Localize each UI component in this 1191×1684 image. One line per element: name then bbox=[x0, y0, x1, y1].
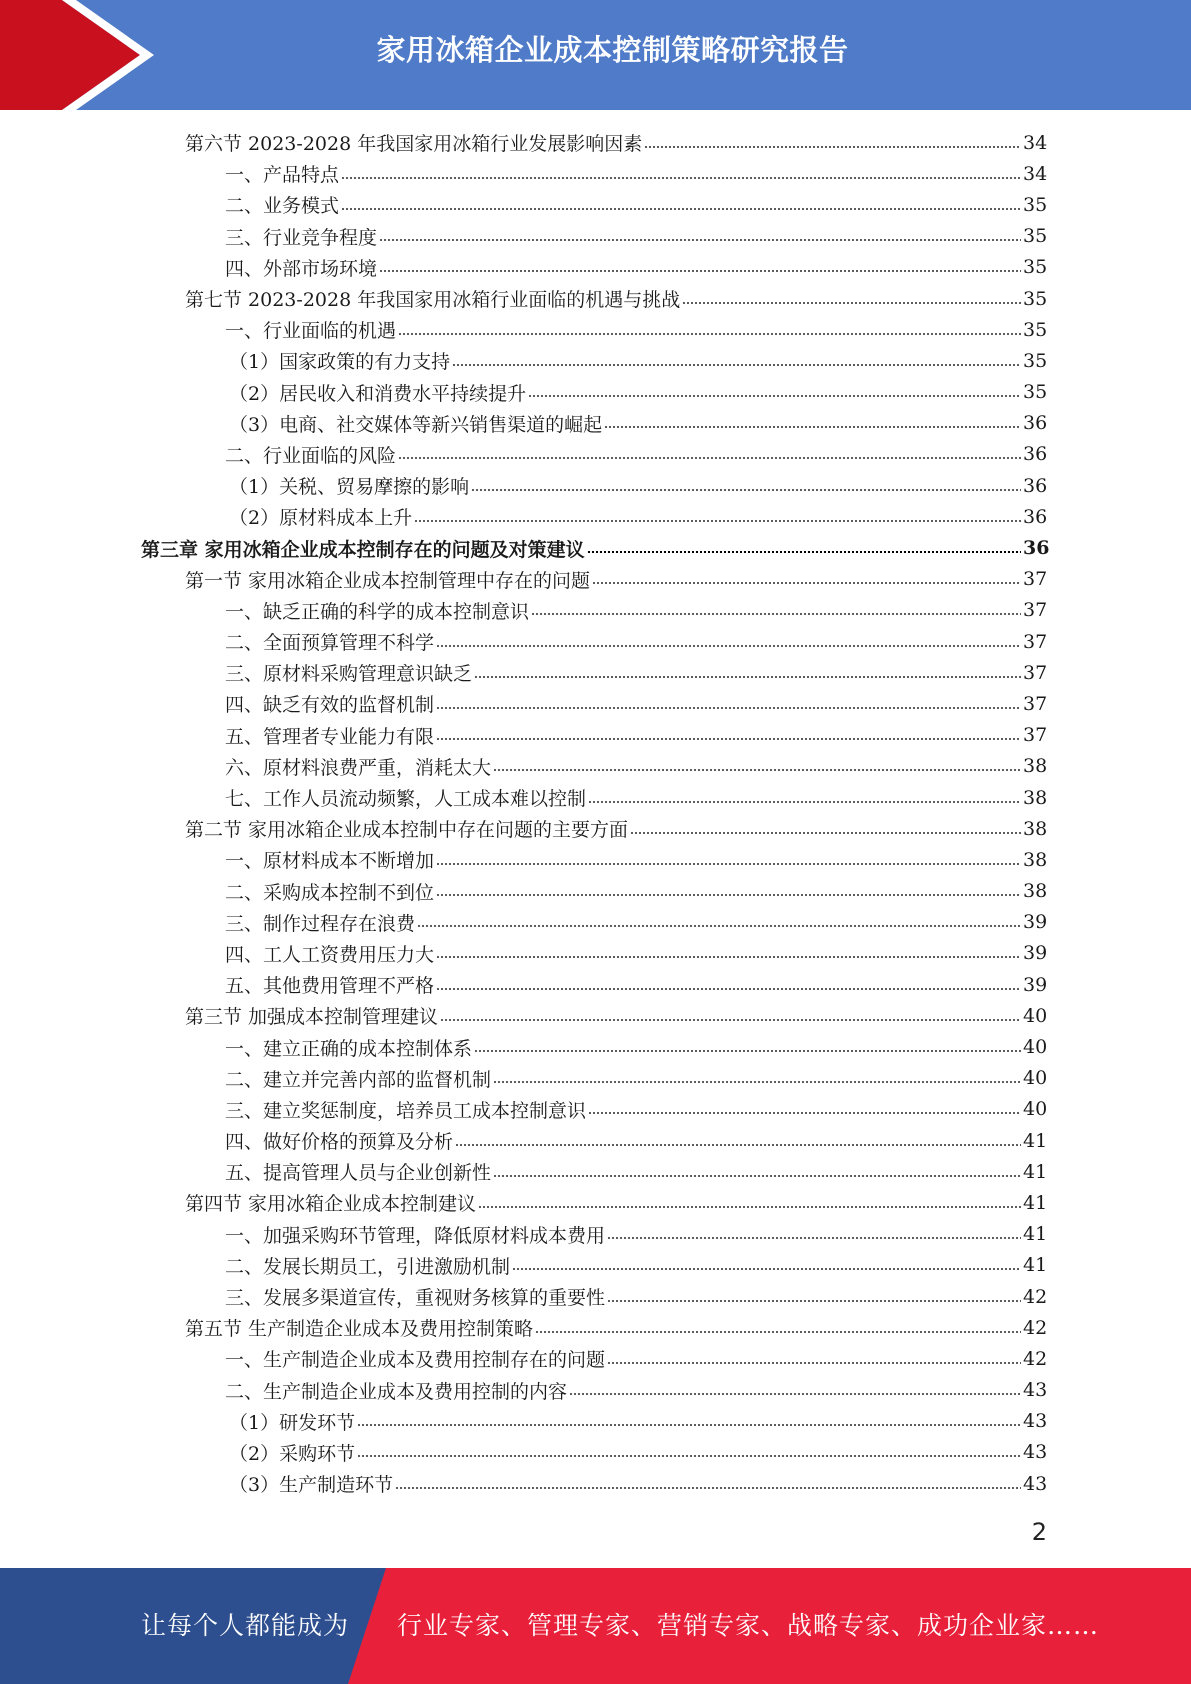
toc-entry-title: 一、生产制造企业成本及费用控制存在的问题 bbox=[225, 1349, 606, 1372]
toc-dot-leader bbox=[588, 1112, 1021, 1114]
toc-entry[interactable] bbox=[0, 1468, 1191, 1499]
toc-entry-page: 35 bbox=[1023, 349, 1048, 372]
toc-dot-leader bbox=[528, 395, 1021, 397]
toc-dot-leader bbox=[436, 956, 1021, 958]
toc-entry[interactable] bbox=[0, 532, 1191, 563]
toc-entry-page: 39 bbox=[1023, 973, 1048, 996]
toc-entry-page: 38 bbox=[1023, 786, 1048, 809]
toc-entry[interactable] bbox=[0, 1000, 1191, 1031]
toc-entry-page: 42 bbox=[1023, 1285, 1048, 1308]
toc-entry-title: 第五节 生产制造企业成本及费用控制策略 bbox=[185, 1318, 534, 1341]
toc-dot-leader bbox=[535, 1331, 1021, 1333]
toc-dot-leader bbox=[588, 801, 1021, 803]
toc-dot-leader bbox=[607, 1362, 1021, 1364]
toc-entry-title: 二、发展长期员工，引进激励机制 bbox=[225, 1255, 511, 1278]
toc-entry-page: 39 bbox=[1023, 911, 1048, 934]
toc-entry-title: 二、建立并完善内部的监督机制 bbox=[225, 1068, 492, 1091]
toc-entry-page: 43 bbox=[1023, 1379, 1048, 1402]
toc-entry-title: 三、发展多渠道宣传，重视财务核算的重要性 bbox=[225, 1287, 606, 1310]
toc-entry-title: 第一节 家用冰箱企业成本控制管理中存在的问题 bbox=[185, 569, 591, 592]
toc-entry[interactable] bbox=[0, 1312, 1191, 1343]
table-of-contents bbox=[0, 127, 1191, 1499]
toc-dot-leader bbox=[630, 832, 1021, 834]
toc-entry[interactable] bbox=[0, 938, 1191, 969]
toc-dot-leader bbox=[414, 520, 1021, 522]
toc-entry-page: 35 bbox=[1023, 381, 1048, 404]
toc-entry-page: 34 bbox=[1023, 162, 1048, 185]
toc-dot-leader bbox=[455, 1144, 1021, 1146]
toc-entry-page: 36 bbox=[1023, 474, 1048, 497]
toc-entry[interactable] bbox=[0, 688, 1191, 719]
toc-entry-page: 40 bbox=[1023, 1067, 1048, 1090]
toc-entry-page: 37 bbox=[1023, 599, 1048, 622]
toc-entry[interactable] bbox=[0, 969, 1191, 1000]
toc-entry-page: 36 bbox=[1023, 412, 1048, 435]
toc-dot-leader bbox=[569, 1393, 1021, 1395]
toc-entry-page: 37 bbox=[1023, 630, 1048, 653]
toc-entry-title: 一、建立正确的成本控制体系 bbox=[225, 1037, 473, 1060]
toc-entry[interactable] bbox=[0, 1031, 1191, 1062]
toc-entry-title: 第三节 加强成本控制管理建议 bbox=[185, 1006, 439, 1029]
toc-entry-page: 38 bbox=[1023, 880, 1048, 903]
toc-dot-leader bbox=[341, 208, 1021, 210]
toc-entry-title: 一、行业面临的机遇 bbox=[225, 320, 397, 343]
toc-dot-leader bbox=[436, 707, 1021, 709]
toc-entry[interactable] bbox=[0, 844, 1191, 875]
toc-entry-title: 第四节 家用冰箱企业成本控制建议 bbox=[185, 1193, 477, 1216]
toc-entry-title: 二、生产制造企业成本及费用控制的内容 bbox=[225, 1380, 568, 1403]
toc-entry-page: 39 bbox=[1023, 942, 1048, 965]
toc-entry-page: 37 bbox=[1023, 661, 1048, 684]
toc-entry-title: 七、工作人员流动频繁，人工成本难以控制 bbox=[225, 788, 587, 811]
toc-entry[interactable] bbox=[0, 377, 1191, 408]
toc-dot-leader bbox=[440, 1019, 1021, 1021]
toc-entry-page: 40 bbox=[1023, 1098, 1048, 1121]
toc-entry-page: 37 bbox=[1023, 724, 1048, 747]
toc-entry-title: 二、采购成本控制不到位 bbox=[225, 881, 435, 904]
toc-entry-page: 43 bbox=[1023, 1441, 1048, 1464]
toc-dot-leader bbox=[436, 988, 1021, 990]
toc-entry-title: 三、行业竞争程度 bbox=[225, 226, 378, 249]
toc-entry-page: 36 bbox=[1023, 537, 1050, 560]
toc-entry[interactable] bbox=[0, 907, 1191, 938]
toc-dot-leader bbox=[607, 1300, 1021, 1302]
toc-entry-page: 34 bbox=[1023, 131, 1048, 154]
toc-entry-page: 40 bbox=[1023, 1036, 1048, 1059]
toc-entry-page: 38 bbox=[1023, 817, 1048, 840]
toc-entry[interactable] bbox=[0, 782, 1191, 813]
toc-dot-leader bbox=[395, 1487, 1021, 1489]
toc-entry[interactable] bbox=[0, 564, 1191, 595]
toc-entry-title: 五、其他费用管理不严格 bbox=[225, 975, 435, 998]
toc-dot-leader bbox=[379, 239, 1021, 241]
toc-entry-page: 42 bbox=[1023, 1347, 1048, 1370]
toc-dot-leader bbox=[341, 177, 1021, 179]
toc-entry[interactable] bbox=[0, 470, 1191, 501]
toc-entry-page: 38 bbox=[1023, 848, 1048, 871]
toc-entry-page: 35 bbox=[1023, 256, 1048, 279]
toc-entry-title: 五、提高管理人员与企业创新性 bbox=[225, 1162, 492, 1185]
toc-entry-title: （1）关税、贸易摩擦的影响 bbox=[229, 476, 470, 499]
toc-entry[interactable] bbox=[0, 314, 1191, 345]
toc-entry-page: 37 bbox=[1023, 692, 1048, 715]
toc-entry-title: 第三章 家用冰箱企业成本控制存在的问题及对策建议 bbox=[141, 538, 585, 561]
toc-entry[interactable] bbox=[0, 876, 1191, 907]
toc-entry-page: 43 bbox=[1023, 1472, 1048, 1495]
toc-dot-leader bbox=[357, 1455, 1021, 1457]
toc-dot-leader bbox=[417, 925, 1021, 927]
toc-entry[interactable] bbox=[0, 657, 1191, 688]
toc-entry-title: 二、全面预算管理不科学 bbox=[225, 632, 435, 655]
toc-entry-page: 35 bbox=[1023, 225, 1048, 248]
toc-entry-page: 41 bbox=[1023, 1254, 1048, 1277]
toc-dot-leader bbox=[604, 426, 1021, 428]
toc-entry[interactable] bbox=[0, 595, 1191, 626]
toc-entry-title: 三、建立奖惩制度，培养员工成本控制意识 bbox=[225, 1099, 587, 1122]
toc-entry-page: 41 bbox=[1023, 1223, 1048, 1246]
toc-entry-title: 一、原材料成本不断增加 bbox=[225, 850, 435, 873]
toc-entry[interactable] bbox=[0, 501, 1191, 532]
toc-dot-leader bbox=[607, 1237, 1021, 1239]
toc-entry[interactable] bbox=[0, 1187, 1191, 1218]
toc-entry[interactable] bbox=[0, 1375, 1191, 1406]
toc-entry-title: 四、缺乏有效的监督机制 bbox=[225, 694, 435, 717]
toc-dot-leader bbox=[587, 551, 1021, 553]
toc-entry[interactable] bbox=[0, 345, 1191, 376]
toc-entry-page: 36 bbox=[1023, 505, 1048, 528]
toc-dot-leader bbox=[493, 1081, 1021, 1083]
toc-entry-title: 二、行业面临的风险 bbox=[225, 444, 397, 467]
footer-slogan-left: 让每个人都能成为 bbox=[141, 1611, 350, 1640]
toc-entry-title: 第七节 2023-2028 年我国家用冰箱行业面临的机遇与挑战 bbox=[185, 289, 681, 312]
toc-dot-leader bbox=[379, 270, 1021, 272]
toc-entry[interactable] bbox=[0, 408, 1191, 439]
toc-dot-leader bbox=[478, 1206, 1021, 1208]
toc-entry[interactable] bbox=[0, 813, 1191, 844]
toc-dot-leader bbox=[436, 894, 1021, 896]
toc-dot-leader bbox=[471, 489, 1021, 491]
toc-entry-title: 一、加强采购环节管理，降低原材料成本费用 bbox=[225, 1224, 606, 1247]
toc-entry[interactable] bbox=[0, 252, 1191, 283]
footer-slogan-right: 行业专家、管理专家、营销专家、战略专家、成功企业家…… bbox=[397, 1611, 1100, 1640]
toc-entry[interactable] bbox=[0, 720, 1191, 751]
toc-dot-leader bbox=[592, 582, 1021, 584]
toc-entry[interactable] bbox=[0, 626, 1191, 657]
page-number: 2 bbox=[1031, 1518, 1047, 1546]
toc-dot-leader bbox=[436, 738, 1021, 740]
toc-dot-leader bbox=[493, 769, 1021, 771]
toc-dot-leader bbox=[474, 676, 1021, 678]
toc-entry-page: 36 bbox=[1023, 443, 1048, 466]
toc-entry-title: 五、管理者专业能力有限 bbox=[225, 725, 435, 748]
footer-banner bbox=[0, 1568, 1191, 1684]
toc-entry-title: 三、制作过程存在浪费 bbox=[225, 912, 416, 935]
toc-dot-leader bbox=[398, 333, 1021, 335]
toc-entry[interactable] bbox=[0, 1250, 1191, 1281]
toc-entry-title: （3）电商、社交媒体等新兴销售渠道的崛起 bbox=[229, 413, 603, 436]
toc-dot-leader bbox=[398, 457, 1021, 459]
toc-entry[interactable] bbox=[0, 1094, 1191, 1125]
toc-entry-title: 一、产品特点 bbox=[225, 164, 340, 187]
toc-entry-title: （3）生产制造环节 bbox=[229, 1474, 394, 1497]
toc-dot-leader bbox=[644, 146, 1021, 148]
toc-entry-page: 40 bbox=[1023, 1004, 1048, 1027]
toc-entry-title: 第六节 2023-2028 年我国家用冰箱行业发展影响因素 bbox=[185, 133, 643, 156]
toc-entry-page: 41 bbox=[1023, 1129, 1048, 1152]
toc-entry-title: （1）研发环节 bbox=[229, 1411, 356, 1434]
toc-dot-leader bbox=[531, 613, 1021, 615]
report-title: 家用冰箱企业成本控制策略研究报告 bbox=[376, 33, 849, 67]
toc-dot-leader bbox=[474, 1050, 1021, 1052]
toc-entry[interactable] bbox=[0, 158, 1191, 189]
toc-entry[interactable] bbox=[0, 751, 1191, 782]
toc-entry-page: 35 bbox=[1023, 318, 1048, 341]
toc-entry[interactable] bbox=[0, 127, 1191, 158]
toc-entry-page: 42 bbox=[1023, 1316, 1048, 1339]
toc-entry-title: 二、业务模式 bbox=[225, 195, 340, 218]
toc-entry[interactable] bbox=[0, 283, 1191, 314]
toc-dot-leader bbox=[493, 1175, 1021, 1177]
toc-entry[interactable] bbox=[0, 1219, 1191, 1250]
toc-entry[interactable] bbox=[0, 1156, 1191, 1187]
toc-entry-title: 一、缺乏正确的科学的成本控制意识 bbox=[225, 600, 530, 623]
toc-entry[interactable] bbox=[0, 1281, 1191, 1312]
toc-entry[interactable] bbox=[0, 1437, 1191, 1468]
toc-entry-title: （1）国家政策的有力支持 bbox=[229, 351, 451, 374]
toc-entry-page: 41 bbox=[1023, 1191, 1048, 1214]
toc-entry-title: 四、工人工资费用压力大 bbox=[225, 943, 435, 966]
toc-entry[interactable] bbox=[0, 189, 1191, 220]
toc-dot-leader bbox=[512, 1268, 1021, 1270]
toc-entry[interactable] bbox=[0, 1063, 1191, 1094]
toc-entry-page: 43 bbox=[1023, 1410, 1048, 1433]
toc-entry-title: 三、原材料采购管理意识缺乏 bbox=[225, 663, 473, 686]
toc-entry-title: 第二节 家用冰箱企业成本控制中存在问题的主要方面 bbox=[185, 819, 629, 842]
toc-entry-title: （2）采购环节 bbox=[229, 1442, 356, 1465]
toc-entry-page: 38 bbox=[1023, 755, 1048, 778]
toc-entry[interactable] bbox=[0, 1343, 1191, 1374]
toc-entry-page: 37 bbox=[1023, 568, 1048, 591]
toc-entry[interactable] bbox=[0, 221, 1191, 252]
toc-entry-title: （2）居民收入和消费水平持续提升 bbox=[229, 382, 527, 405]
header-banner bbox=[0, 0, 1191, 110]
toc-entry-title: 四、做好价格的预算及分析 bbox=[225, 1131, 454, 1154]
toc-entry-title: 四、外部市场环境 bbox=[225, 257, 378, 280]
toc-entry-page: 35 bbox=[1023, 287, 1048, 310]
toc-entry[interactable] bbox=[0, 1125, 1191, 1156]
toc-entry[interactable] bbox=[0, 1406, 1191, 1437]
toc-entry-page: 41 bbox=[1023, 1160, 1048, 1183]
toc-entry-page: 35 bbox=[1023, 193, 1048, 216]
toc-entry[interactable] bbox=[0, 439, 1191, 470]
toc-dot-leader bbox=[357, 1424, 1021, 1426]
toc-dot-leader bbox=[436, 645, 1021, 647]
toc-entry-title: 六、原材料浪费严重，消耗太大 bbox=[225, 756, 492, 779]
toc-dot-leader bbox=[436, 863, 1021, 865]
toc-dot-leader bbox=[682, 302, 1021, 304]
toc-dot-leader bbox=[452, 364, 1021, 366]
toc-entry-title: （2）原材料成本上升 bbox=[229, 507, 413, 530]
